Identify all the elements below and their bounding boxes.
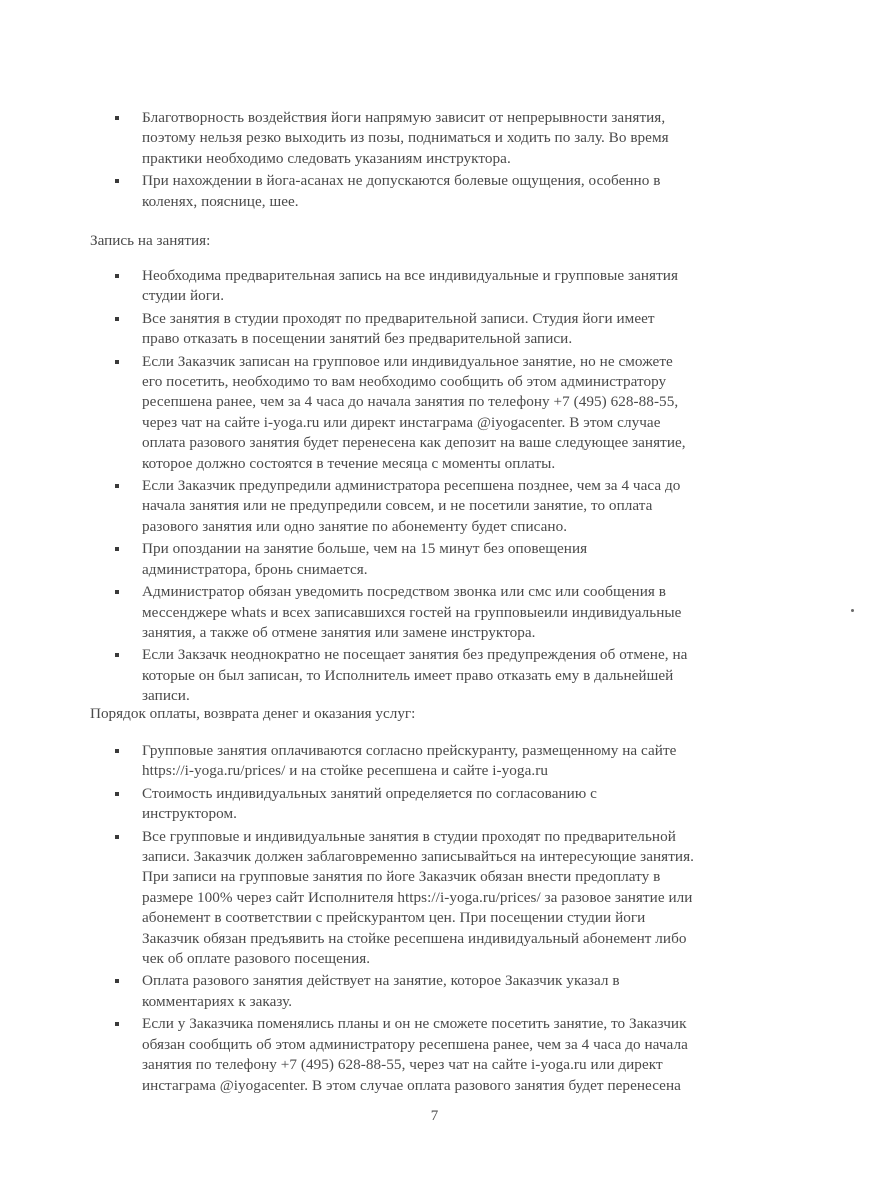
- bullet-icon: [115, 835, 119, 839]
- text-line: инструктором.: [142, 805, 237, 823]
- text-line: При нахождении в йога-асанах не допускаются болевые ощущения, особенно в: [142, 172, 661, 190]
- list-item: [0, 827, 869, 970]
- text-line: через чат на сайте i-yoga.ru или директ инстаграма @iyogacenter. В этом случае: [142, 413, 661, 431]
- text-line: записи.: [142, 687, 190, 705]
- text-line: Необходима предварительная запись на все индивидуальные и групповые занятия: [142, 267, 678, 284]
- bullet-icon: [115, 274, 119, 278]
- text-line: Благотворность воздействия йоги напрямую зависит от непрерывности занятия,: [142, 109, 666, 126]
- text-line: инстаграма @iyogacenter. В этом случае оплата разового занятия будет перенесена: [142, 1076, 681, 1094]
- text-line: Если у Заказчика поменялись планы и он не сможете посетить занятие, то Заказчик: [142, 1015, 687, 1033]
- bullet-icon: [115, 653, 119, 657]
- section-heading-payment: Порядок оплаты, возврата денег и оказания услуг:: [90, 705, 416, 722]
- top-list-block: [0, 108, 869, 212]
- text-line: обязан сообщить об этом администратору ресепшена ранее, чем за 4 часа до начала: [142, 1035, 688, 1053]
- bullet-icon: [115, 116, 119, 120]
- list-item: [0, 108, 869, 169]
- text-line: https://i-yoga.ru/prices/ и на стойке ресепшена и сайте i-yoga.ru: [142, 762, 548, 780]
- text-line: занятия, а также об отмене занятия или замене инструктора.: [142, 623, 536, 641]
- payment-list: [0, 741, 869, 1096]
- text-line: начала занятия или не предупредили совсем, и не посетили занятие, то оплата: [142, 497, 653, 515]
- page-number: 7: [430, 1108, 439, 1124]
- list-item: [0, 266, 869, 307]
- text-line: размере 100% через сайт Исполнителя https://i-yoga.ru/prices/ за разовое занятие или: [142, 888, 693, 906]
- bullet-icon: [115, 547, 119, 551]
- text-line: Все групповые и индивидуальные занятия в студии проходят по предварительной: [142, 827, 676, 845]
- section-heading-booking: Запись на занятия:: [90, 232, 211, 249]
- text-line: абонемент в соответствии с прейскурантом цен. При посещении студии йоги: [142, 909, 646, 927]
- text-line: оплата разового занятия будет перенесена как депозит на ваше следующее занятие,: [142, 434, 686, 452]
- list-item: [0, 1014, 869, 1096]
- text-line: комментариях к заказу.: [142, 992, 293, 1010]
- bullet-icon: [115, 484, 119, 488]
- text-line: администратора, бронь снимается.: [142, 560, 368, 578]
- text-line: ресепшена ранее, чем за 4 часа до начала занятия по телефону +7 (495) 628-88-55,: [142, 393, 679, 411]
- bullet-icon: [115, 317, 119, 321]
- text-line: При опоздании на занятие больше, чем на 15 минут без оповещения: [142, 540, 588, 558]
- text-line: записи. Заказчик должен заблаговременно записывайться на интересующие занятия.: [142, 848, 694, 866]
- bullet-icon: [115, 792, 119, 796]
- bullet-icon: [115, 360, 119, 364]
- text-line: право отказать в посещении занятий без предварительной записи.: [142, 330, 573, 348]
- bullet-icon: [115, 1022, 119, 1026]
- text-line: Все занятия в студии проходят по предварительной записи. Студия йоги имеет: [142, 309, 655, 327]
- text-line: Администратор обязан уведомить посредством звонка или смс или сообщения в: [142, 583, 666, 601]
- list-item: [0, 741, 869, 782]
- text-line: его посетить, необходимо то вам необходимо сообщить об этом администратору: [142, 373, 667, 391]
- text-line: чек об оплате разового посещения.: [142, 950, 371, 968]
- payment-list-block: [0, 741, 869, 1096]
- text-line: Если Закзачк неоднократно не посещает занятия без предупреждения об отмене, на: [142, 646, 688, 664]
- list-item: [0, 352, 869, 474]
- text-line: Групповые занятия оплачиваются согласно прейскуранту, размещенному на сайте: [142, 742, 677, 759]
- text-line: поэтому нельзя резко выходить из позы, подниматься и ходить по залу. Во время: [142, 129, 669, 147]
- text-line: Если Заказчик записан на групповое или индивидуальное занятие, но не сможете: [142, 352, 673, 370]
- list-item: [0, 971, 869, 1012]
- list-item: [0, 645, 869, 706]
- text-line: разового занятия или одно занятие по абонементу будет списано.: [142, 517, 568, 535]
- text-line: Если Заказчик предупредили администратора ресепшена позднее, чем за 4 часа до: [142, 477, 681, 495]
- text-line: которое должно состоятся в течение месяца с моменты оплаты.: [142, 454, 556, 472]
- text-line: которые он был записан, то Исполнитель имеет право отказать ему в дальнейшей: [142, 666, 674, 684]
- list-item: [0, 582, 869, 643]
- list-item: [0, 476, 869, 537]
- list-item: [0, 539, 869, 580]
- booking-list: [0, 266, 869, 707]
- list-item: [0, 171, 869, 212]
- top-list: [0, 108, 869, 212]
- bullet-icon: [115, 590, 119, 594]
- booking-list-block: [0, 266, 869, 707]
- text-line: коленях, пояснице, шее.: [142, 192, 299, 210]
- scan-speck: [851, 609, 854, 612]
- text-line: практики необходимо следовать указаниям инструктора.: [142, 149, 511, 167]
- text-line: Стоимость индивидуальных занятий определяется по согласованию с: [142, 784, 597, 802]
- text-line: При записи на групповые занятия по йоге Заказчик обязан внести предоплату в: [142, 868, 661, 886]
- text-line: мессенджере whats и всех записавшихся гостей на групповыеили индивидуальные: [142, 603, 682, 621]
- list-item: [0, 309, 869, 350]
- list-item: [0, 784, 869, 825]
- text-line: Оплата разового занятия действует на занятие, которое Заказчик указал в: [142, 972, 620, 990]
- text-line: занятия по телефону +7 (495) 628-88-55, через чат на сайте i-yoga.ru или директ: [142, 1056, 663, 1074]
- bullet-icon: [115, 749, 119, 753]
- bullet-icon: [115, 979, 119, 983]
- text-line: Заказчик обязан предъявить на стойке ресепшена индивидуальный абонемент либо: [142, 929, 687, 947]
- text-line: студии йоги.: [142, 287, 225, 305]
- bullet-icon: [115, 179, 119, 183]
